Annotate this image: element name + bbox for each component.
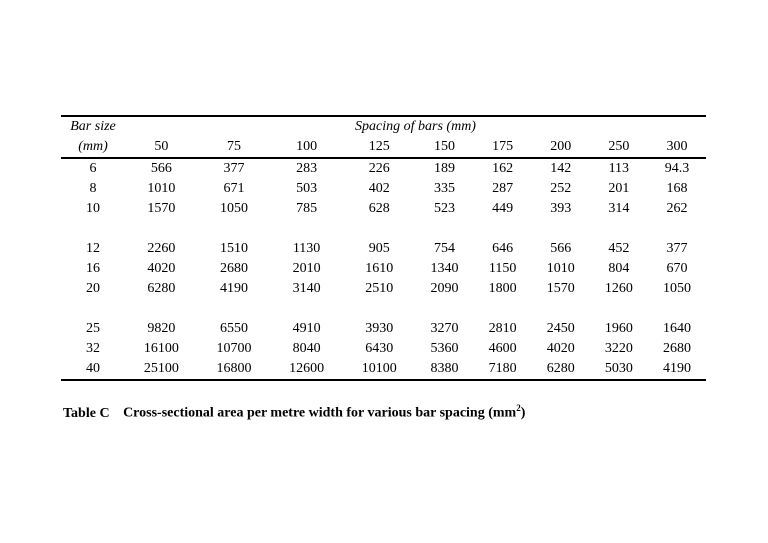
- area-value-cell: 3930: [365, 321, 394, 336]
- spacer-cell: [61, 299, 706, 319]
- area-value-cell: 402: [368, 181, 390, 196]
- area-value-cell: 1130: [292, 241, 321, 256]
- table-row: [61, 239, 706, 259]
- area-value-cell: 4020: [147, 261, 176, 276]
- area-value-cell: 16800: [198, 359, 271, 380]
- bar-size-cell: 8: [89, 181, 97, 196]
- area-value-cell: 12600: [270, 359, 343, 380]
- area-value-cell: 10100: [343, 359, 416, 380]
- spacing-column-header: 125: [343, 137, 416, 158]
- area-value-cell: 6550: [219, 321, 248, 336]
- table-row: [61, 359, 706, 380]
- area-value-cell: 1800: [488, 281, 517, 296]
- table-row: [61, 158, 706, 179]
- area-value-cell: 1510: [219, 241, 248, 256]
- area-value-cell: 1050: [219, 201, 248, 216]
- area-value-cell: 10700: [216, 341, 252, 356]
- area-value-cell: 785: [296, 201, 318, 216]
- area-value-cell: 1960: [604, 321, 633, 336]
- area-value-cell: 1050: [662, 281, 691, 296]
- area-value-cell: 905: [368, 241, 390, 256]
- spacing-column-header: 175: [474, 137, 532, 158]
- area-value-cell: 628: [368, 201, 390, 216]
- table-row: [61, 279, 706, 299]
- area-value-cell: 1150: [488, 261, 517, 276]
- area-value-cell: 3270: [430, 321, 459, 336]
- area-value-cell: 226: [368, 161, 390, 176]
- spacing-column-header: 150: [416, 137, 474, 158]
- caption-suffix: ): [520, 405, 526, 421]
- spacing-column-header: 250: [590, 137, 648, 158]
- bar-area-table-container: [61, 115, 706, 381]
- area-value-cell: 5030: [590, 359, 648, 380]
- area-value-cell: 449: [492, 201, 514, 216]
- area-value-cell: 804: [608, 261, 630, 276]
- bar-size-cell: 16: [86, 261, 100, 276]
- area-value-cell: 4190: [648, 359, 706, 380]
- area-value-cell: 1340: [430, 261, 459, 276]
- area-value-cell: 8380: [416, 359, 474, 380]
- area-value-cell: 1260: [604, 281, 633, 296]
- area-value-cell: 25100: [125, 359, 198, 380]
- table-caption: [63, 403, 703, 422]
- bar-size-header: Bar size: [61, 116, 125, 137]
- area-value-cell: 142: [550, 161, 572, 176]
- spacing-column-header: 200: [532, 137, 590, 158]
- bar-size-cell: 20: [86, 281, 100, 296]
- area-value-cell: 94.3: [664, 161, 690, 176]
- caption-superscript: 2: [516, 403, 521, 413]
- area-value-cell: 3220: [604, 341, 633, 356]
- area-value-cell: 1010: [147, 181, 176, 196]
- area-value-cell: 7180: [474, 359, 532, 380]
- area-value-cell: 3140: [292, 281, 321, 296]
- table-row: [61, 259, 706, 279]
- table-row: [61, 199, 706, 219]
- area-value-cell: 452: [608, 241, 630, 256]
- area-value-cell: 566: [150, 161, 172, 176]
- spacing-column-header: 75: [198, 137, 271, 158]
- area-value-cell: 2680: [662, 341, 691, 356]
- area-value-cell: 2810: [488, 321, 517, 336]
- area-value-cell: 252: [550, 181, 572, 196]
- spacing-header: Spacing of bars (mm): [125, 116, 706, 137]
- header-row-1: [61, 116, 706, 137]
- area-value-cell: 9820: [147, 321, 176, 336]
- bar-area-table: [61, 115, 706, 381]
- group-spacer: [61, 219, 706, 239]
- area-value-cell: 377: [666, 241, 688, 256]
- table-body: [61, 158, 706, 380]
- area-value-cell: 283: [296, 161, 318, 176]
- spacing-column-header: 100: [270, 137, 343, 158]
- area-value-cell: 6280: [532, 359, 590, 380]
- bar-size-cell: 12: [86, 241, 100, 256]
- area-value-cell: 1010: [546, 261, 575, 276]
- area-value-cell: 2010: [292, 261, 321, 276]
- area-value-cell: 1610: [365, 261, 394, 276]
- area-value-cell: 4190: [219, 281, 248, 296]
- area-value-cell: 393: [550, 201, 572, 216]
- area-value-cell: 2260: [147, 241, 176, 256]
- area-value-cell: 162: [492, 161, 514, 176]
- area-value-cell: 646: [492, 241, 514, 256]
- spacer-cell: [61, 219, 706, 239]
- area-value-cell: 503: [296, 181, 318, 196]
- area-value-cell: 671: [223, 181, 245, 196]
- area-value-cell: 377: [223, 161, 245, 176]
- bar-size-cell: 32: [86, 341, 100, 356]
- area-value-cell: 287: [492, 181, 514, 196]
- area-value-cell: 168: [666, 181, 688, 196]
- table-row: [61, 319, 706, 339]
- caption-label: Table C: [63, 405, 110, 421]
- area-value-cell: 2090: [430, 281, 459, 296]
- area-value-cell: 523: [434, 201, 456, 216]
- area-value-cell: 1570: [546, 281, 575, 296]
- caption-text: Cross-sectional area per metre width for various bar spacing (mm: [123, 405, 517, 421]
- spacing-column-header: 50: [125, 137, 198, 158]
- bar-size-unit-header: (mm): [61, 137, 125, 158]
- area-value-cell: 6280: [147, 281, 176, 296]
- area-value-cell: 2510: [365, 281, 394, 296]
- table-row: [61, 179, 706, 199]
- area-value-cell: 2680: [219, 261, 248, 276]
- area-value-cell: 16100: [143, 341, 179, 356]
- area-value-cell: 1570: [147, 201, 176, 216]
- area-value-cell: 8040: [292, 341, 321, 356]
- area-value-cell: 4600: [488, 341, 517, 356]
- table-row: [61, 339, 706, 359]
- area-value-cell: 4020: [546, 341, 575, 356]
- bar-size-cell: 40: [61, 359, 125, 380]
- bar-size-cell: 6: [89, 161, 97, 176]
- area-value-cell: 113: [608, 161, 630, 176]
- area-value-cell: 335: [434, 181, 456, 196]
- area-value-cell: 5360: [430, 341, 459, 356]
- area-value-cell: 189: [434, 161, 456, 176]
- area-value-cell: 262: [666, 201, 688, 216]
- area-value-cell: 6430: [365, 341, 394, 356]
- area-value-cell: 4910: [292, 321, 321, 336]
- area-value-cell: 1640: [662, 321, 691, 336]
- group-spacer: [61, 299, 706, 319]
- bar-size-cell: 25: [86, 321, 100, 336]
- area-value-cell: 201: [608, 181, 630, 196]
- area-value-cell: 566: [550, 241, 572, 256]
- bar-size-cell: 10: [86, 201, 100, 216]
- area-value-cell: 314: [608, 201, 630, 216]
- area-value-cell: 754: [434, 241, 456, 256]
- header-row-2: [61, 137, 706, 158]
- area-value-cell: 2450: [546, 321, 575, 336]
- spacing-column-header: 300: [648, 137, 706, 158]
- area-value-cell: 670: [666, 261, 688, 276]
